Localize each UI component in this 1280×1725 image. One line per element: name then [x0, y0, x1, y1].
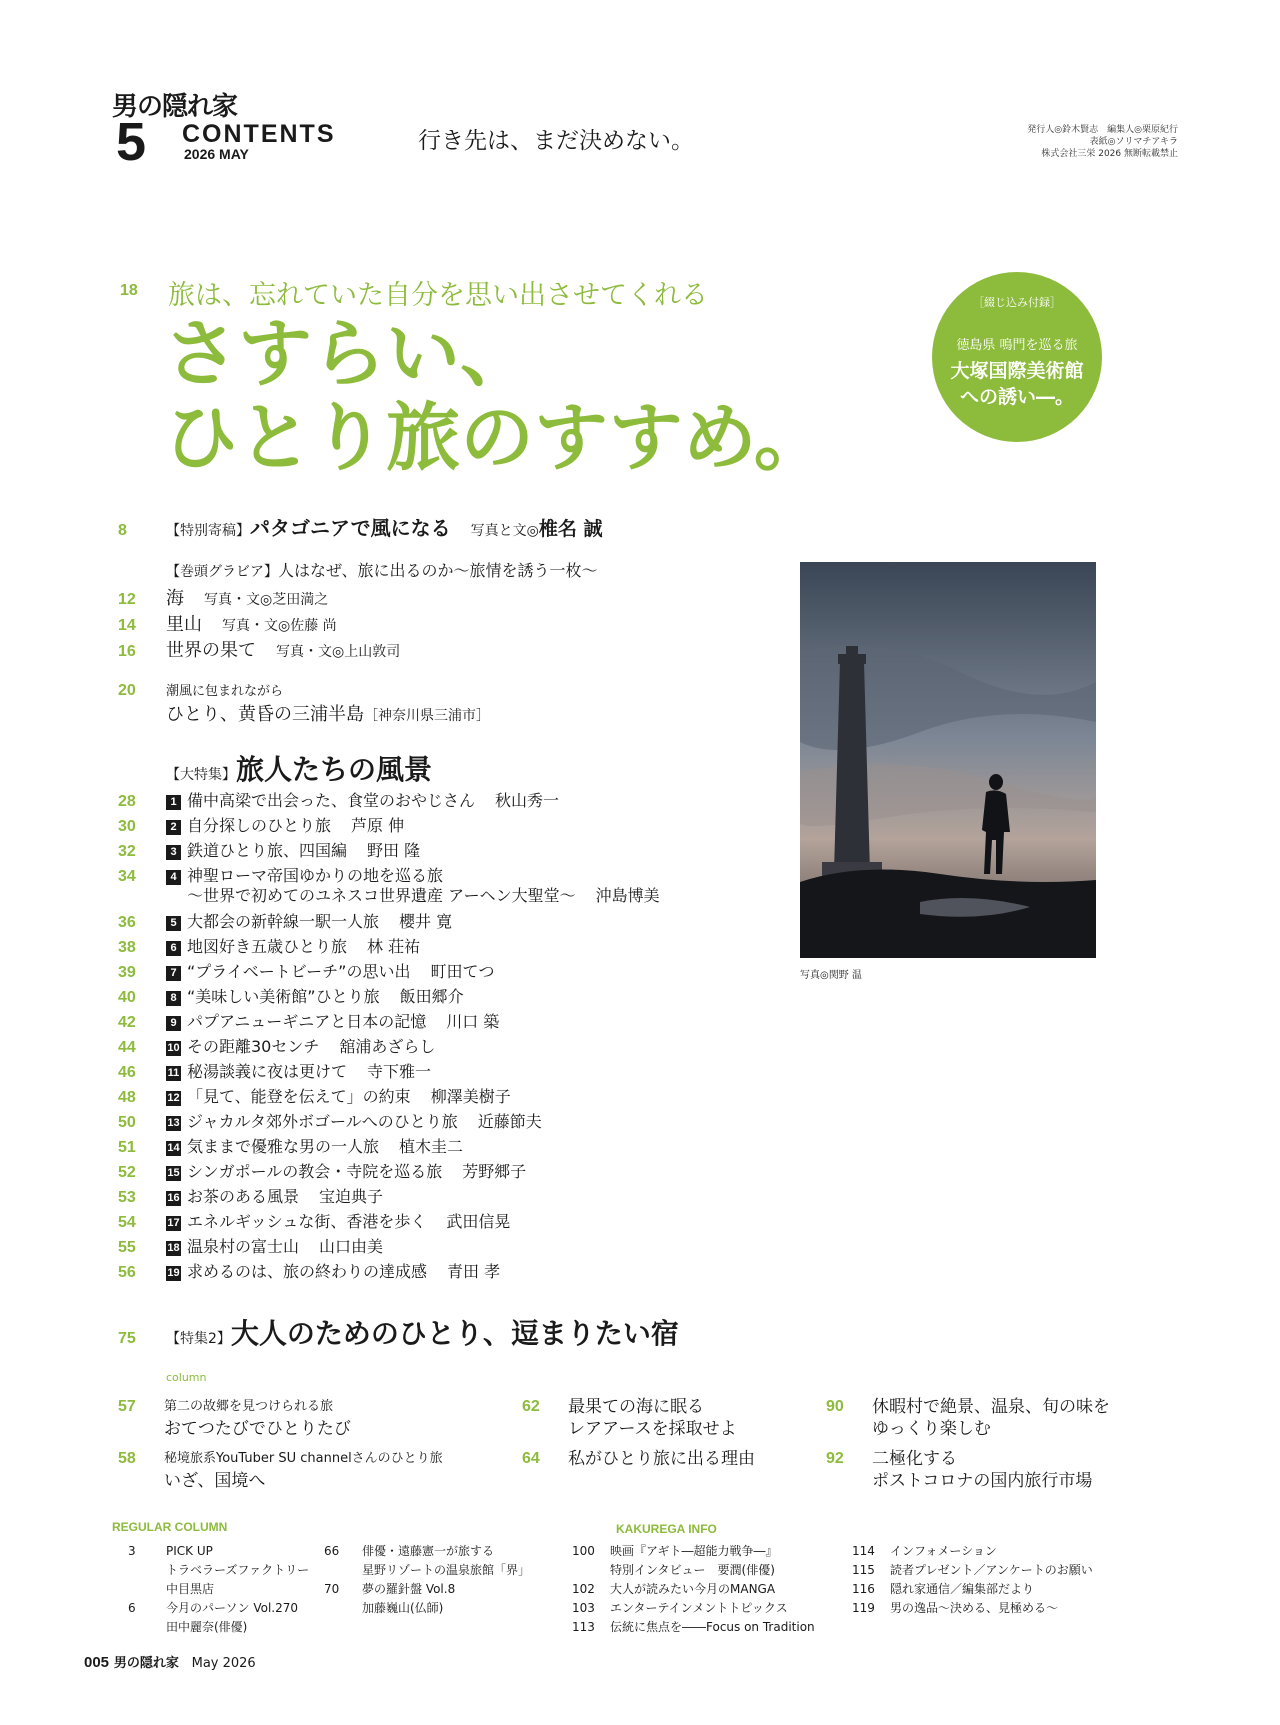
page-number: 92	[826, 1450, 844, 1467]
entry-text: 伝統に焦点を――Focus on Tradition	[610, 1620, 815, 1634]
footer-page-number: 005	[84, 1654, 110, 1671]
list-entry-line[interactable]	[324, 1580, 530, 1599]
feature-list-item-subtitle[interactable]	[118, 883, 660, 907]
section-tag: 【大特集】	[166, 767, 236, 783]
supplement-badge[interactable]	[932, 272, 1102, 442]
entry-text: インフォメーション	[890, 1544, 997, 1558]
feature-list-item[interactable]	[118, 1084, 511, 1108]
column-item[interactable]	[826, 1396, 1156, 1444]
entry-text: 読者プレゼント／アンケートのお願い	[890, 1563, 1093, 1577]
list-entry-line[interactable]	[324, 1599, 530, 1618]
big-feature-heading	[118, 748, 433, 786]
item-number-badge: 6	[166, 941, 181, 956]
list-entry-line[interactable]	[852, 1599, 1093, 1618]
page-number: 55	[118, 1239, 136, 1256]
list-entry-line[interactable]	[128, 1580, 309, 1599]
item-title: 大都会の新幹線一駅一人旅	[187, 912, 380, 931]
photo-credit: 写真◎関野 温	[800, 970, 862, 981]
item-author: 沖島博美	[595, 886, 660, 905]
item-title: シンガポールの教会・寺院を巡る旅	[187, 1162, 443, 1181]
page-number: 6	[128, 1601, 136, 1615]
page-number: 66	[324, 1544, 340, 1558]
issue-number: 5	[116, 112, 147, 172]
item-author: 柳澤美樹子	[430, 1087, 511, 1106]
feature-title-line2[interactable]: ひとり旅のすすめ。	[164, 395, 828, 481]
item-author: 川口 築	[446, 1012, 500, 1031]
item-author: 宝迫典子	[319, 1187, 384, 1206]
feature-list-item[interactable]	[118, 1134, 463, 1158]
item-title: “プライベートビーチ”の思い出	[187, 962, 411, 981]
page-number: 113	[572, 1620, 595, 1634]
item-title: エネルギッシュな街、香港を歩く	[187, 1212, 427, 1231]
regular-column-list-2	[324, 1542, 530, 1618]
item-number-badge: 1	[166, 795, 181, 810]
list-entry-line[interactable]	[572, 1580, 815, 1599]
item-author: 野田 隆	[367, 841, 421, 860]
toc-item-feature2[interactable]	[118, 1312, 679, 1348]
item-author: 山口由美	[319, 1237, 384, 1256]
page-number: 51	[118, 1139, 136, 1156]
page-number: 70	[324, 1582, 340, 1596]
item-title: 最果ての海に眠る	[568, 1397, 704, 1417]
item-title: 備中高梁で出会った、食堂のおやじさん	[187, 791, 476, 810]
credit-line: 株式会社三栄 2026 無断転載禁止	[1041, 149, 1178, 159]
item-author: 舘浦あざらし	[339, 1037, 436, 1056]
list-entry-line[interactable]	[572, 1542, 815, 1561]
section-tag: 【特集2】	[166, 1331, 231, 1347]
item-number-badge: 7	[166, 966, 181, 981]
item-number-badge: 8	[166, 991, 181, 1006]
item-title: 気ままで優雅な男の一人旅	[187, 1137, 380, 1156]
item-title: 自分探しのひとり旅	[187, 816, 332, 835]
entry-text: 大人が読みたい今月のMANGA	[610, 1582, 776, 1596]
column-item[interactable]	[118, 1448, 518, 1496]
lighthouse-photo	[800, 562, 1096, 958]
item-number-badge: 17	[167, 1217, 180, 1229]
item-author: 武田信晃	[446, 1212, 511, 1231]
list-entry-line[interactable]	[128, 1542, 309, 1561]
feature-list-item[interactable]	[118, 1059, 431, 1083]
badge-tag: ［綴じ込み付録］	[973, 296, 1061, 309]
item-title: その距離30センチ	[187, 1037, 320, 1056]
item-subtitle: ～世界で初めてのユネスコ世界遺産 アーヘン大聖堂～	[187, 886, 576, 905]
entry-text: PICK UP	[166, 1544, 213, 1558]
page-number: 103	[572, 1601, 595, 1615]
column-item[interactable]	[522, 1396, 822, 1444]
feature-list-item[interactable]	[118, 1209, 510, 1233]
feature-list-item[interactable]	[118, 1184, 383, 1208]
feature-title-line1[interactable]: さすらい、	[164, 311, 534, 397]
page-number: 42	[118, 1014, 136, 1031]
page-number: 40	[118, 989, 136, 1006]
entry-text: 特別インタビュー 要潤(俳優)	[610, 1563, 775, 1577]
item-number-badge: 14	[167, 1142, 180, 1154]
page-number: 48	[118, 1089, 136, 1106]
page-number: 62	[522, 1398, 540, 1415]
item-title: ジャカルタ郊外ボゴールへのひとり旅	[187, 1112, 458, 1131]
page-number: 28	[118, 793, 136, 810]
page-number: 16	[118, 643, 136, 660]
item-title: 「見て、能登を伝えて」の約束	[187, 1087, 411, 1106]
item-title: 神聖ローマ帝国ゆかりの地を巡る旅	[187, 866, 444, 885]
feature-list-item[interactable]	[118, 1009, 499, 1033]
page-number: 46	[118, 1064, 136, 1081]
item-title: 求めるのは、旅の終わりの達成感	[187, 1262, 428, 1281]
page-number: 30	[118, 818, 136, 835]
list-entry-line[interactable]	[128, 1618, 309, 1637]
item-title: 里山	[166, 614, 202, 635]
page-number: 100	[572, 1544, 595, 1558]
item-credit: 写真・文◎芝田満之	[204, 592, 329, 608]
column-item[interactable]	[522, 1448, 822, 1472]
list-entry-line[interactable]	[128, 1599, 309, 1618]
entry-text: 隠れ家通信／編集部だより	[890, 1582, 1035, 1596]
item-author: 飯田郷介	[399, 987, 464, 1006]
item-number-badge: 19	[167, 1267, 180, 1279]
item-number-badge: 10	[167, 1042, 180, 1054]
item-title: いざ、国境へ	[164, 1471, 266, 1491]
item-title: 海	[166, 588, 184, 609]
item-title: 温泉村の富士山	[187, 1237, 300, 1256]
item-number-badge: 2	[166, 820, 181, 835]
badge-line2: 大塚国際美術館	[950, 360, 1084, 382]
badge-line1: 徳島県 鳴門を巡る旅	[956, 338, 1078, 353]
page-number: 75	[118, 1330, 136, 1347]
item-title: 秘湯談義に夜は更けて	[187, 1062, 348, 1081]
list-entry-line[interactable]	[324, 1561, 530, 1580]
feature-list-item[interactable]	[118, 788, 559, 812]
page-number: 102	[572, 1582, 595, 1596]
toc-item[interactable]	[118, 610, 337, 634]
item-author: 近藤節夫	[477, 1112, 542, 1131]
credit-line: 発行人◎鈴木賢志 編集人◎栗原紀行	[1027, 125, 1178, 135]
regular-column-list-1	[128, 1542, 309, 1637]
item-author: 椎名 誠	[538, 518, 603, 540]
toc-item-special[interactable]	[118, 512, 603, 540]
section-tag: 【特別寄稿】	[166, 523, 250, 539]
item-number-badge: 16	[167, 1192, 180, 1204]
item-author: 町田てつ	[430, 962, 495, 981]
item-title-line2: レアアースを採取せよ	[568, 1419, 737, 1439]
list-entry-line[interactable]	[852, 1580, 1093, 1599]
page-number: 64	[522, 1450, 540, 1467]
feature-list-item[interactable]	[118, 838, 420, 862]
item-number-badge: 4	[166, 870, 181, 885]
entry-text: 星野リゾートの温泉旅館「界」	[362, 1563, 531, 1577]
feature-list-item[interactable]	[118, 1159, 526, 1183]
item-number-badge: 3	[166, 845, 181, 860]
toc-item[interactable]	[118, 636, 400, 660]
feature-list-item[interactable]	[118, 934, 420, 958]
column-item[interactable]	[826, 1448, 1156, 1496]
item-credit: 写真と文◎	[470, 523, 539, 539]
feature-list-item[interactable]	[118, 813, 404, 837]
list-entry-line[interactable]	[572, 1599, 815, 1618]
toc-item-miura-title[interactable]	[118, 700, 490, 724]
item-lead: 潮風に包まれながら	[166, 684, 284, 699]
page-number: 14	[118, 617, 136, 634]
section-title: 大人のためのひとり、逗まりたい宿	[230, 1317, 679, 1350]
item-author: 秋山秀一	[495, 791, 560, 810]
page-number: 56	[118, 1264, 136, 1281]
item-number-badge: 15	[167, 1167, 180, 1179]
page-number: 50	[118, 1114, 136, 1131]
feature-list-item[interactable]	[118, 1234, 383, 1258]
item-number-badge: 5	[166, 916, 181, 931]
list-entry-line[interactable]	[852, 1542, 1093, 1561]
item-title: パタゴニアで風になる	[250, 516, 451, 540]
item-number-badge: 18	[167, 1242, 180, 1254]
page-number: 44	[118, 1039, 136, 1056]
item-number-badge: 11	[167, 1067, 180, 1079]
page-number: 3	[128, 1544, 136, 1558]
page-number: 53	[118, 1189, 136, 1206]
feature-page-number[interactable]: 18	[120, 282, 138, 299]
info-list-2	[852, 1542, 1093, 1618]
item-title: 休暇村で絶景、温泉、旬の味を	[872, 1397, 1110, 1417]
item-author: 櫻井 寛	[399, 912, 453, 931]
item-title-line2: ポストコロナの国内旅行市場	[872, 1471, 1093, 1491]
item-author: 芳野郷子	[462, 1162, 527, 1181]
page-number: 39	[118, 964, 136, 981]
item-author: 植木圭二	[399, 1137, 464, 1156]
list-entry-line[interactable]	[572, 1618, 815, 1637]
info-list-1	[572, 1542, 815, 1637]
lighthouse-photo-image	[800, 562, 1096, 958]
list-entry-line[interactable]	[572, 1561, 815, 1580]
entry-text: 加藤巍山(仏師)	[362, 1601, 444, 1615]
entry-text: エンターテインメントトピックス	[610, 1601, 788, 1615]
issue-tagline: 行き先は、まだ決めない。	[418, 128, 694, 154]
section-title: 人はなぜ、旅に出るのか～旅情を誘う一枚～	[278, 561, 598, 580]
feature-list-item[interactable]	[118, 1109, 542, 1133]
list-entry-line[interactable]	[324, 1542, 530, 1561]
page-number: 90	[826, 1398, 844, 1415]
page-number: 12	[118, 591, 136, 608]
page-number: 36	[118, 914, 136, 931]
item-number-badge: 13	[167, 1117, 180, 1129]
toc-item[interactable]	[118, 584, 328, 608]
item-author: 芦原 伸	[351, 816, 405, 835]
page-number: 57	[118, 1398, 136, 1415]
page-number: 119	[852, 1601, 875, 1615]
item-title: “美味しい美術館”ひとり旅	[187, 987, 380, 1006]
item-title: 鉄道ひとり旅、四国編	[187, 841, 348, 860]
footer-date: May 2026	[191, 1656, 256, 1671]
item-author: 寺下雅一	[367, 1062, 432, 1081]
page-number: 116	[852, 1582, 875, 1596]
item-lead: 第二の故郷を見つけられる旅	[164, 1399, 334, 1414]
item-author: 青田 孝	[447, 1262, 501, 1281]
entry-text: 田中麗奈(俳優)	[166, 1620, 248, 1634]
item-title: 二極化する	[872, 1449, 957, 1469]
entry-text: 俳優・遠藤憲一が旅する	[362, 1544, 495, 1558]
gravure-heading	[118, 558, 598, 582]
item-place: ［神奈川県三浦市］	[364, 708, 490, 724]
entry-text: トラベラーズファクトリー	[166, 1563, 310, 1577]
entry-text: 夢の羅針盤 Vol.8	[362, 1582, 456, 1596]
item-title: 私がひとり旅に出る理由	[568, 1449, 755, 1469]
entry-text: 中目黒店	[166, 1582, 215, 1596]
item-number-badge: 9	[166, 1016, 181, 1031]
page-number: 8	[118, 522, 127, 539]
page-number: 54	[118, 1214, 136, 1231]
item-title: ひとり、黄昏の三浦半島	[166, 704, 364, 725]
item-title: おてつたびでひとりたび	[164, 1419, 351, 1439]
page-number: 38	[118, 939, 136, 956]
item-lead: 秘境旅系YouTuber SU channelさんのひとり旅	[164, 1451, 443, 1466]
page-number: 20	[118, 682, 136, 699]
issue-date: 2026 MAY	[184, 146, 249, 162]
item-title-line2: ゆっくり楽しむ	[872, 1419, 991, 1439]
feature-lead[interactable]: 旅は、忘れていた自分を思い出させてくれる	[168, 280, 708, 311]
credit-line: 表紙◎ソリマチアキラ	[1089, 137, 1178, 147]
section-title: 旅人たちの風景	[236, 753, 433, 786]
feature-list-item[interactable]	[118, 909, 452, 933]
footer-brand: 男の隠れ家	[113, 1656, 179, 1671]
page-number: 52	[118, 1164, 136, 1181]
page-footer	[84, 1652, 256, 1671]
regular-column-heading: REGULAR COLUMN	[112, 1520, 228, 1534]
page-number: 34	[118, 868, 136, 885]
magazine-brand: 男の隠れ家	[112, 92, 238, 122]
list-entry-line[interactable]	[852, 1561, 1093, 1580]
page-number: 114	[852, 1544, 875, 1558]
badge-line3: への誘い―。	[959, 386, 1074, 408]
item-title: お茶のある風景	[187, 1187, 300, 1206]
feature-list-item[interactable]	[118, 1034, 435, 1058]
item-author: 林 荘祐	[367, 937, 421, 956]
page-number: 58	[118, 1450, 136, 1467]
item-title: 地図好き五歳ひとり旅	[187, 937, 348, 956]
publisher-credits	[1000, 124, 1178, 160]
column-label: column	[166, 1371, 207, 1384]
kakurega-info-heading: KAKUREGA INFO	[616, 1522, 717, 1536]
item-title: 世界の果て	[166, 640, 256, 661]
item-credit: 写真・文◎佐藤 尚	[222, 618, 337, 634]
page-number: 32	[118, 843, 136, 860]
entry-text: 今月のパーソン Vol.270	[166, 1601, 299, 1615]
entry-text: 映画『アギト―超能力戦争―』	[610, 1544, 778, 1558]
feature-list-item[interactable]	[118, 959, 494, 983]
entry-text: 男の逸品～決める、見極める～	[890, 1601, 1059, 1615]
page-number: 115	[852, 1563, 875, 1577]
item-number-badge: 12	[167, 1092, 180, 1104]
item-credit: 写真・文◎上山敦司	[276, 644, 401, 660]
item-title: パプアニューギニアと日本の記憶	[187, 1012, 427, 1031]
feature-list-item[interactable]	[118, 1259, 500, 1283]
list-entry-line[interactable]	[128, 1561, 309, 1580]
section-tag: 【巻頭グラビア】	[166, 564, 278, 580]
feature-list-item[interactable]	[118, 984, 464, 1008]
column-item[interactable]	[118, 1396, 518, 1444]
contents-heading: CONTENTS	[182, 120, 336, 148]
